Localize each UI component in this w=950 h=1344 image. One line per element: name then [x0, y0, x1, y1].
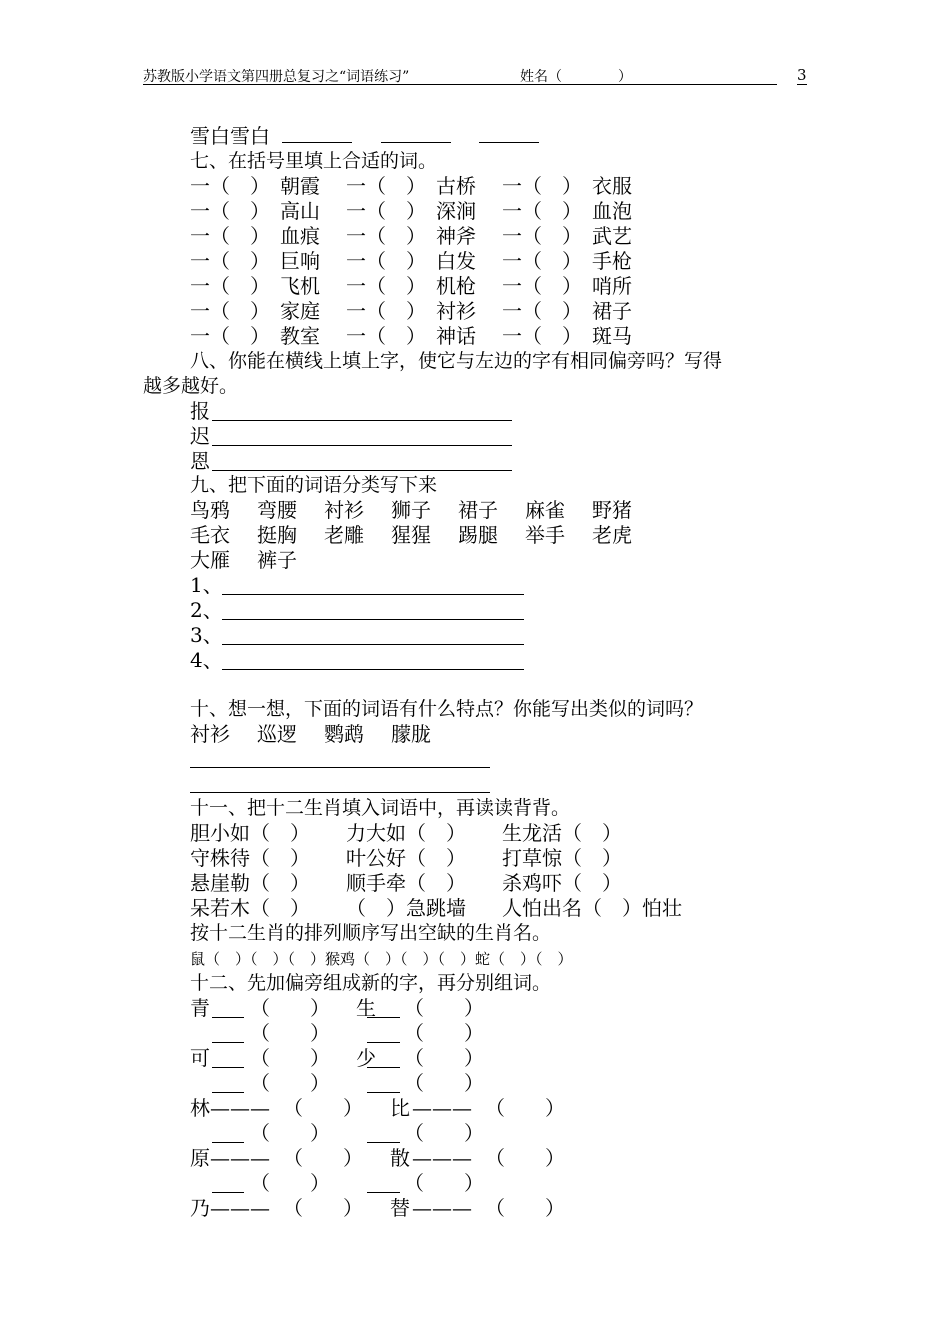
s12-paren: （ ） — [404, 1071, 484, 1095]
blank-3[interactable] — [479, 124, 539, 143]
s11-idiom: （ ）急跳墙 — [346, 896, 466, 920]
s12-paren: （ ） — [404, 1171, 484, 1195]
s12-blank[interactable] — [367, 1042, 400, 1043]
s7-word: 血痕 — [280, 224, 320, 248]
s7-word: 白发 — [436, 249, 476, 273]
s12-char: 原 — [190, 1146, 210, 1170]
s8-answer-line-2[interactable] — [212, 445, 512, 446]
s7-word: 裙子 — [592, 299, 632, 323]
s9-word: 猩猩 — [391, 523, 431, 547]
s12-paren: （ ） — [485, 1096, 565, 1120]
s8-answer-line-1[interactable] — [212, 420, 512, 421]
s9-word: 衬衫 — [324, 498, 364, 522]
section-8-heading-line2: 越多越好。 — [143, 375, 239, 397]
blank-2[interactable] — [381, 124, 451, 143]
s11-idiom: 力大如（ ） — [346, 821, 466, 845]
s12-paren: （ ） — [283, 1096, 363, 1120]
s7-word: 深涧 — [436, 199, 476, 223]
s9-answer-line[interactable] — [222, 594, 524, 595]
s7-prefix: 一（ ） — [502, 224, 582, 248]
section-11-order-heading: 按十二生肖的排列顺序写出空缺的生肖名。 — [190, 922, 552, 944]
s12-paren: （ ） — [283, 1196, 363, 1220]
s9-number: 2、 — [190, 598, 223, 622]
s8-answer-line-3[interactable] — [212, 470, 512, 471]
s11-idiom: 守株待（ ） — [190, 846, 310, 870]
s12-dash: ——— — [210, 1146, 270, 1170]
s12-char: 可 — [190, 1046, 210, 1070]
s10-word: 朦胧 — [391, 722, 431, 746]
s12-blank[interactable] — [367, 1092, 400, 1093]
s12-paren: （ ） — [250, 1071, 330, 1095]
s11-idiom: 胆小如（ ） — [190, 821, 310, 845]
s7-word: 家庭 — [280, 299, 320, 323]
s11-idiom: 人怕出名（ ）怕壮 — [502, 896, 682, 920]
s7-prefix: 一（ ） — [346, 249, 426, 273]
s12-char: 替 — [390, 1196, 410, 1220]
s12-paren: （ ） — [250, 1121, 330, 1145]
s7-prefix: 一（ ） — [190, 324, 270, 348]
section-11-heading: 十一、把十二生肖填入词语中，再读读背背。 — [190, 797, 571, 819]
s11-idiom: 生龙活（ ） — [502, 821, 622, 845]
s7-word: 飞机 — [280, 274, 320, 298]
s7-word: 古桥 — [436, 174, 476, 198]
s7-prefix: 一（ ） — [502, 324, 582, 348]
s12-blank[interactable] — [212, 1092, 244, 1093]
s7-word: 高山 — [280, 199, 320, 223]
s12-blank[interactable] — [367, 1192, 400, 1193]
s9-word: 麻雀 — [525, 498, 565, 522]
s9-word: 大雁 — [190, 548, 230, 572]
s7-word: 衬衫 — [436, 299, 476, 323]
s12-dash: ——— — [210, 1196, 270, 1220]
s11-idiom: 顺手牵（ ） — [346, 871, 466, 895]
s12-char: 林 — [190, 1096, 210, 1120]
s12-char: 乃 — [190, 1196, 210, 1220]
s10-word: 巡逻 — [257, 722, 297, 746]
s12-paren: （ ） — [250, 1021, 330, 1045]
s12-paren: （ ） — [250, 1046, 330, 1070]
name-label: 姓名（ ） — [520, 69, 632, 85]
s12-paren: （ ） — [404, 1021, 484, 1045]
s7-word: 朝霞 — [280, 174, 320, 198]
section-8-heading-line1: 八、你能在横线上填上字，使它与左边的字有相同偏旁吗？写得 — [190, 350, 723, 372]
s12-blank[interactable] — [367, 1142, 400, 1143]
s12-paren: （ ） — [404, 996, 484, 1020]
s7-prefix: 一（ ） — [502, 299, 582, 323]
s7-word: 衣服 — [592, 174, 632, 198]
s12-char: 比 — [390, 1096, 410, 1120]
s12-char: 散 — [390, 1146, 410, 1170]
s11-idiom: 打草惊（ ） — [502, 846, 622, 870]
s7-prefix: 一（ ） — [502, 174, 582, 198]
section-12-heading: 十二、先加偏旁组成新的字，再分别组词。 — [190, 972, 552, 994]
s9-word: 弯腰 — [257, 498, 297, 522]
s7-word: 哨所 — [592, 274, 632, 298]
s12-blank[interactable] — [212, 1017, 244, 1018]
s11-idiom: 叶公好（ ） — [346, 846, 466, 870]
s12-blank[interactable] — [212, 1067, 244, 1068]
s9-number: 1、 — [190, 573, 223, 597]
section-9-heading: 九、把下面的词语分类写下来 — [190, 474, 438, 496]
section-10-heading: 十、想一想，下面的词语有什么特点？你能写出类似的词吗？ — [190, 698, 704, 720]
s9-word: 举手 — [525, 523, 565, 547]
s12-paren: （ ） — [485, 1146, 565, 1170]
s9-number: 4、 — [190, 648, 223, 672]
s12-dash: ——— — [412, 1146, 472, 1170]
section-7-heading: 七、在括号里填上合适的词。 — [190, 150, 438, 172]
s12-char: 青 — [190, 996, 210, 1020]
s8-char-1: 报 — [190, 399, 210, 423]
s9-answer-line[interactable] — [222, 644, 524, 645]
s12-dash: ——— — [412, 1196, 472, 1220]
s9-word: 裙子 — [458, 498, 498, 522]
s9-number: 3、 — [190, 623, 223, 647]
s9-word: 野猪 — [592, 498, 632, 522]
s9-word: 毛衣 — [190, 523, 230, 547]
s7-word: 斑马 — [592, 324, 632, 348]
s8-char-3: 恩 — [190, 449, 210, 473]
s9-word: 老虎 — [592, 523, 632, 547]
s7-prefix: 一（ ） — [346, 174, 426, 198]
s7-prefix: 一（ ） — [502, 199, 582, 223]
s10-answer-line-2[interactable] — [190, 792, 490, 793]
s7-word: 手枪 — [592, 249, 632, 273]
s8-char-2: 迟 — [190, 424, 210, 448]
s10-word: 衬衫 — [190, 722, 230, 746]
s12-paren: （ ） — [485, 1196, 565, 1220]
s9-answer-line[interactable] — [222, 669, 524, 670]
top-word: 雪白雪白 — [190, 124, 270, 148]
s12-paren: （ ） — [283, 1146, 363, 1170]
s12-blank[interactable] — [212, 1142, 244, 1143]
s9-word: 挺胸 — [257, 523, 297, 547]
s11-idiom: 呆若木（ ） — [190, 896, 310, 920]
s12-blank[interactable] — [212, 1192, 244, 1193]
s7-prefix: 一（ ） — [190, 249, 270, 273]
s9-word: 老雕 — [324, 523, 364, 547]
s12-char: 少 — [356, 1046, 376, 1070]
s11-idiom: 杀鸡吓（ ） — [502, 871, 622, 895]
s7-prefix: 一（ ） — [190, 199, 270, 223]
s10-word: 鹦鹉 — [324, 722, 364, 746]
section-11-order-line: 鼠（ ）（ ）（ ）猴鸡（ ）（ ）（ ）蛇（ ）（ ） — [190, 950, 573, 968]
s9-answer-line[interactable] — [222, 619, 524, 620]
s9-word: 裤子 — [257, 548, 297, 572]
s12-paren: （ ） — [250, 996, 330, 1020]
s7-word: 机枪 — [436, 274, 476, 298]
header-rule — [143, 84, 777, 85]
s12-blank[interactable] — [367, 1067, 400, 1068]
page-number: 3 — [797, 66, 807, 84]
s9-word: 狮子 — [391, 498, 431, 522]
s7-prefix: 一（ ） — [346, 224, 426, 248]
s12-char: 生 — [356, 996, 376, 1020]
top-line — [190, 124, 539, 149]
s7-word: 巨响 — [280, 249, 320, 273]
s12-paren: （ ） — [404, 1046, 484, 1070]
s10-answer-line-1[interactable] — [190, 767, 490, 768]
s7-prefix: 一（ ） — [190, 299, 270, 323]
s7-prefix: 一（ ） — [346, 299, 426, 323]
s7-prefix: 一（ ） — [190, 274, 270, 298]
s7-prefix: 一（ ） — [346, 199, 426, 223]
s7-prefix: 一（ ） — [346, 324, 426, 348]
s7-word: 神话 — [436, 324, 476, 348]
s11-idiom: 悬崖勒（ ） — [190, 871, 310, 895]
s7-word: 教室 — [280, 324, 320, 348]
s12-dash: ——— — [412, 1096, 472, 1120]
s12-blank[interactable] — [212, 1042, 244, 1043]
s7-word: 武艺 — [592, 224, 632, 248]
s7-prefix: 一（ ） — [190, 174, 270, 198]
s12-blank[interactable] — [367, 1017, 400, 1018]
header-title: 苏教版小学语文第四册总复习之“词语练习” — [143, 69, 410, 85]
s7-word: 神斧 — [436, 224, 476, 248]
s7-prefix: 一（ ） — [346, 274, 426, 298]
s7-prefix: 一（ ） — [502, 249, 582, 273]
s12-paren: （ ） — [250, 1171, 330, 1195]
s7-prefix: 一（ ） — [190, 224, 270, 248]
s12-paren: （ ） — [404, 1121, 484, 1145]
blank-1[interactable] — [282, 124, 352, 143]
s9-word: 踢腿 — [458, 523, 498, 547]
s9-word: 鸟鸦 — [190, 498, 230, 522]
s12-dash: ——— — [210, 1096, 270, 1120]
s7-word: 血泡 — [592, 199, 632, 223]
s7-prefix: 一（ ） — [502, 274, 582, 298]
